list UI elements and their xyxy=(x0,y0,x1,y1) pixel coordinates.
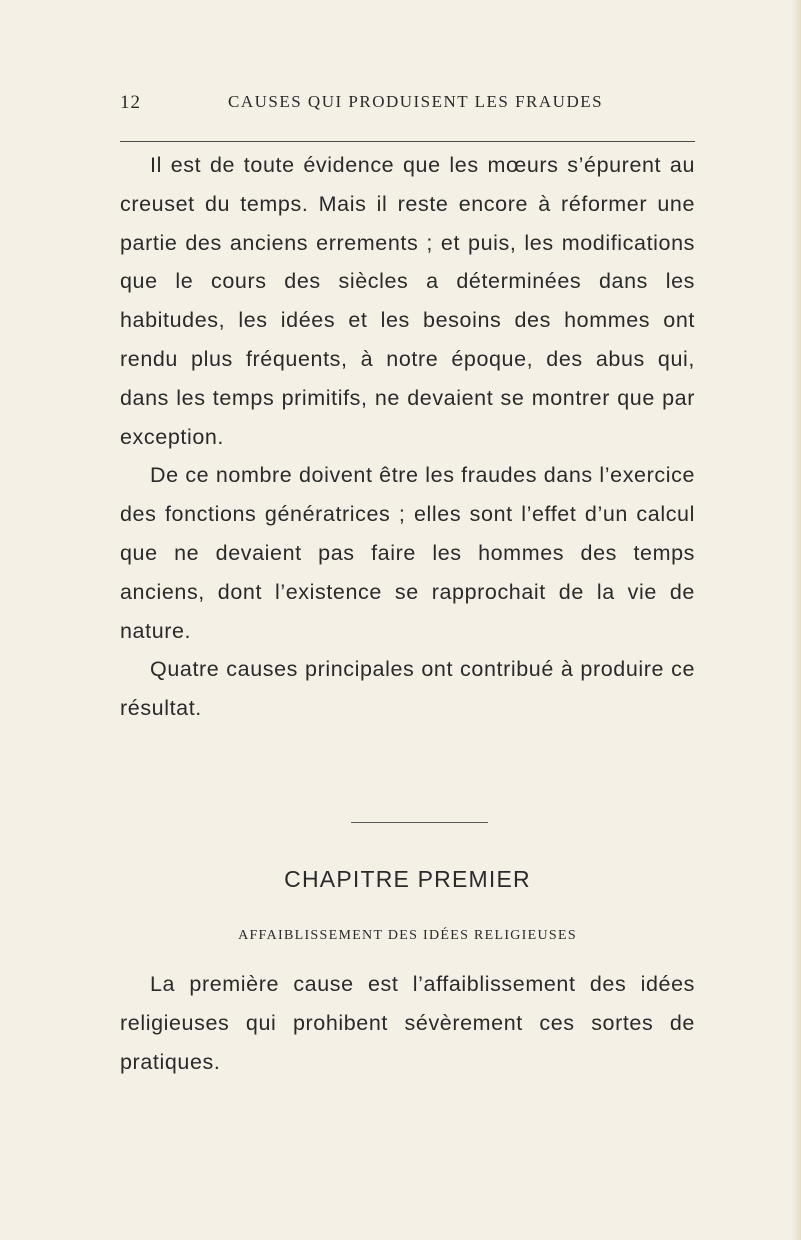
paragraph: Quatre causes principales ont contribué à produire ce résultat. xyxy=(120,657,695,721)
body-text xyxy=(120,146,695,728)
section-separator xyxy=(351,822,488,823)
chapter-subtitle: AFFAIBLISSEMENT DES IDÉES RELIGIEUSES xyxy=(238,928,577,943)
page-edge-shadow xyxy=(791,0,801,1240)
chapter-text xyxy=(120,965,695,1081)
page-number: 12 xyxy=(120,92,141,113)
chapter-title: CHAPITRE PREMIER xyxy=(284,866,531,892)
header-rule xyxy=(120,141,695,142)
page-header xyxy=(120,92,695,122)
paragraph: La première cause est l’affaiblissement des idées religieuses qui prohibent sévèrement ces sortes de pratiques. xyxy=(120,972,695,1074)
paragraph: Il est de toute évidence que les mœurs s’épurent au creuset du temps. Mais il reste encore à réformer une partie des anciens errements ; et puis, les modifications que le cours des siècles a déterminées dans les habitudes, les idées et les besoins des hommes ont rendu plus fréquents, à notre époque, des abus qui, dans les temps primitifs, ne devaient se montrer que par exception. xyxy=(120,153,695,449)
paragraph: De ce nombre doivent être les fraudes dans l’exercice des fonctions génératrices ; elles sont l’effet d’un calcul que ne devaient pas faire les hommes des temps anciens, dont l’existence se rapprochait de la vie de nature. xyxy=(120,463,695,643)
running-title: CAUSES QUI PRODUISENT LES FRAUDES xyxy=(228,92,604,111)
